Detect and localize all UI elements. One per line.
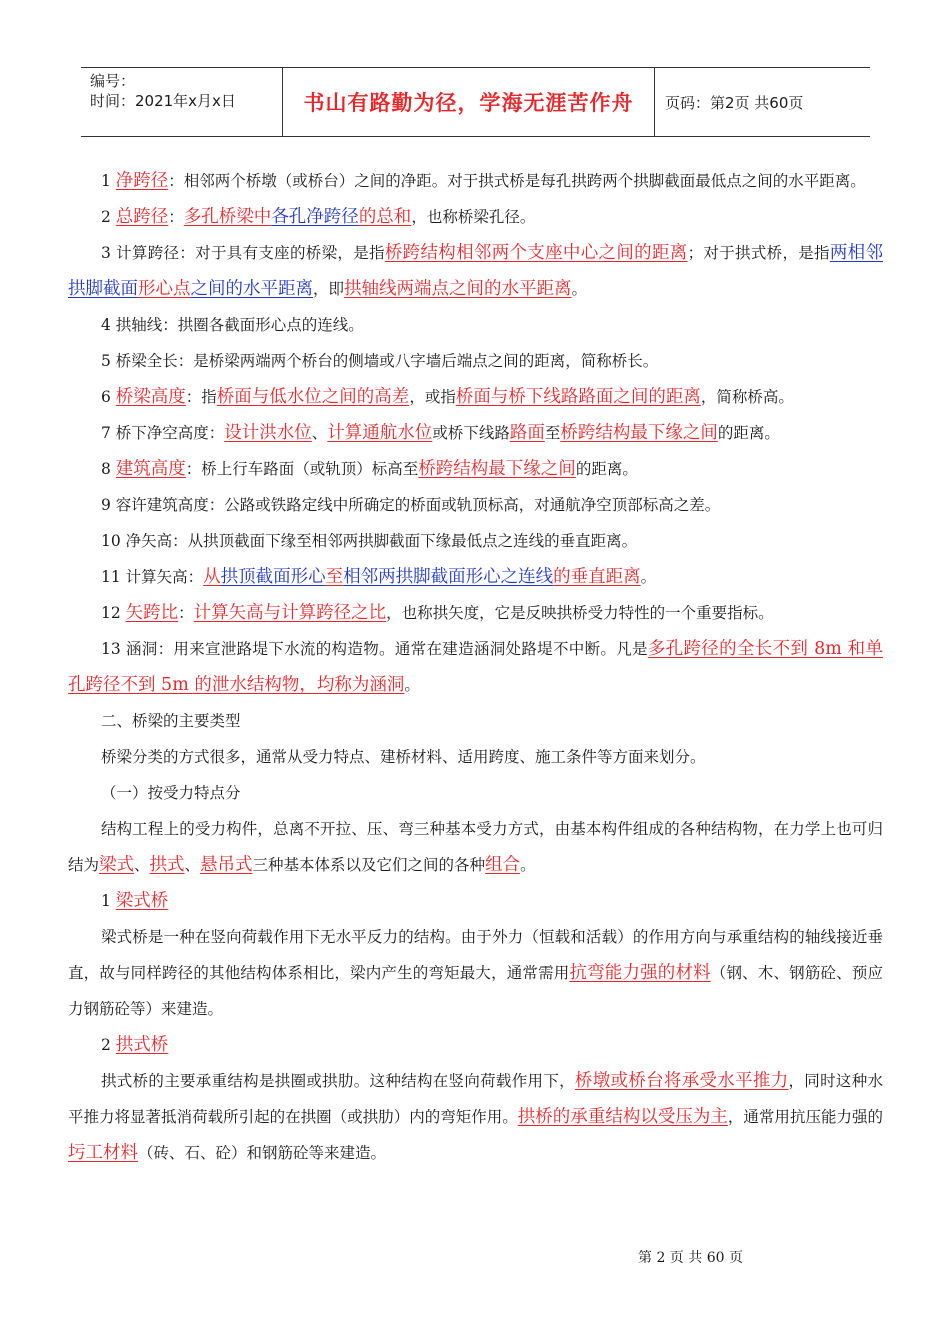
red-highlight-text: 的总和	[358, 207, 412, 227]
body-text: 4 拱轴线：拱圈各截面形心点的连线。	[101, 316, 364, 334]
red-highlight-text: 梁式	[99, 855, 135, 875]
body-text: 、	[134, 856, 150, 874]
paragraph	[68, 595, 883, 631]
red-highlight-text: 多孔跨径的全长不到 8m 和单孔跨径不到 5m 的泄水结构物，均称为涵洞	[68, 639, 883, 695]
body-text: 2	[101, 1036, 116, 1054]
red-highlight-text: 拱式	[149, 855, 185, 875]
blue-highlight-text: 之间的水平距离	[190, 279, 313, 299]
paragraph	[68, 1027, 883, 1063]
red-highlight-text: 抗弯能力强的材料	[569, 963, 711, 983]
paragraph	[68, 919, 883, 1027]
red-highlight-text: 计算通航水位	[327, 423, 433, 443]
paragraph	[68, 883, 883, 919]
paragraph	[68, 379, 883, 415]
body-text: 1	[101, 172, 116, 190]
body-text: ：桥上行车路面（或轨顶）标高至	[185, 460, 419, 478]
red-highlight-text: 梁式桥	[115, 891, 169, 911]
footer-page-number: 第 2 页 共 60 页	[638, 1250, 743, 1266]
red-highlight-text: 桥面与桥下线路路面之间的距离	[455, 387, 701, 407]
paragraph	[68, 811, 883, 883]
body-text: 三种基本体系以及它们之间的各种	[252, 856, 486, 874]
body-text: 2	[101, 208, 116, 226]
body-text: 的距离。	[717, 424, 780, 442]
document-header	[81, 67, 870, 137]
body-text: 拱式桥的主要承重结构是拱圈或拱肋。这种结构在竖向荷载作用下，	[101, 1072, 575, 1090]
red-highlight-text: 矢跨比	[125, 603, 179, 623]
red-highlight-text: 拱轴线两端点之间的水平距离	[344, 279, 572, 299]
body-text: 的距离。	[575, 460, 638, 478]
paragraph	[68, 235, 883, 307]
paragraph	[68, 343, 883, 379]
body-text: （一）按受力特点分	[101, 784, 241, 802]
header-page-info: 页码：第2页 共60页	[665, 93, 804, 112]
body-text: ：	[168, 208, 184, 226]
body-text: ：指	[185, 388, 217, 406]
red-highlight-text: 计算矢高与计算跨径之比	[193, 603, 387, 623]
body-text: 、	[311, 424, 328, 442]
header-meta	[81, 68, 283, 136]
red-highlight-text: 桥墩或桥台将承受水平推力	[574, 1071, 789, 1091]
paragraph	[68, 487, 883, 523]
red-highlight-text: 桥跨结构最下缘之间	[560, 423, 718, 443]
body-text: ，即	[313, 280, 345, 298]
red-highlight-text: 形心点	[138, 279, 191, 299]
body-text: 12	[101, 604, 126, 622]
number-label: 编号：	[90, 72, 136, 90]
red-highlight-text: 净跨径	[115, 171, 169, 191]
body-text: 9 容许建筑高度：公路或铁路定线中所确定的桥面或轨顶标高，对通航净空顶部标高之差。	[101, 496, 721, 514]
paragraph	[68, 415, 883, 451]
body-text: 1	[101, 892, 116, 910]
body-text: 。	[520, 856, 536, 874]
paragraph	[68, 451, 883, 487]
body-text: 结构工程上的受力构件，总离不开拉、压、弯三种基本受力方式，由基本构件组成的各种结构物，在力学上也可归结为	[68, 820, 883, 874]
body-text: 8	[101, 460, 116, 478]
paragraph	[68, 199, 883, 235]
red-highlight-text: 总跨径	[115, 207, 169, 227]
red-highlight-text: 从	[203, 567, 221, 587]
body-text: （砖、石、砼）和钢筋砼等来建造。	[138, 1144, 387, 1162]
paragraph	[68, 559, 883, 595]
body-text: ，通常用抗压能力强的	[727, 1108, 883, 1126]
paragraph	[68, 163, 883, 199]
paragraph	[68, 523, 883, 559]
red-highlight-text: 拱桥的承重结构以受压为主	[517, 1107, 728, 1127]
body-text: 3 计算跨径：对于具有支座的桥梁，是指	[101, 244, 385, 262]
body-text: ，也称拱矢度，它是反映拱桥受力特性的一个重要指标。	[386, 604, 774, 622]
body-text: 桥梁分类的方式很多，通常从受力特点、建桥材料、适用跨度、施工条件等方面来划分。	[101, 748, 706, 766]
body-text: 5 桥梁全长：是桥梁两端两个桥台的侧墙或八字墙后端点之间的距离，简称桥长。	[101, 352, 659, 370]
red-highlight-text: 桥面与低水位之间的高差	[216, 387, 410, 407]
paragraph	[68, 307, 883, 343]
document-body	[68, 163, 883, 1171]
body-text: 。	[640, 568, 657, 586]
red-highlight-text: 建筑高度	[115, 459, 186, 479]
time-label: 时间：2021年x月x日	[90, 92, 236, 110]
red-highlight-text: 桥跨结构相邻两个支座中心之间的距离	[384, 243, 688, 263]
body-text: ，同时这种水平推力将显著抵消荷载所引起的在拱圈（或拱肋）内的弯矩作用。	[68, 1072, 883, 1126]
body-text: ，也称桥梁孔径。	[411, 208, 536, 226]
red-highlight-text: 的垂直距离	[553, 567, 641, 587]
body-text: 7 桥下净空高度：	[101, 424, 225, 442]
body-text: 、	[184, 856, 201, 874]
red-highlight-text: 悬吊式	[200, 855, 253, 875]
paragraph	[68, 739, 883, 775]
red-highlight-text: 多孔桥梁中	[183, 207, 272, 227]
header-motto: 书山有路勤为径，学海无涯苦作舟	[283, 68, 655, 136]
blue-highlight-text: 拱顶截面形心	[220, 567, 326, 587]
body-text: 11 计算矢高：	[101, 568, 204, 586]
blue-highlight-text: 相邻两拱脚截面形心之连线	[343, 567, 554, 587]
red-highlight-text: 桥跨结构最下缘之间	[418, 459, 576, 479]
body-text: ，简称桥高。	[700, 388, 794, 406]
body-text: 二、桥梁的主要类型	[101, 712, 241, 730]
body-text: （钢、木、钢筋砼、预应力钢筋砼等）来建造。	[68, 964, 883, 1018]
red-highlight-text: 圬工材料	[68, 1143, 138, 1163]
paragraph	[68, 1063, 883, 1171]
blue-highlight-text: 两相邻拱脚截面	[68, 243, 883, 299]
body-text: 。	[404, 676, 420, 694]
paragraph	[68, 775, 883, 811]
body-text: 6	[101, 388, 116, 406]
red-highlight-text: 路面	[509, 423, 545, 443]
body-text: ：	[178, 604, 194, 622]
red-highlight-text: 设计洪水位	[224, 423, 312, 443]
body-text: ；对于拱式桥，是指	[687, 244, 830, 262]
body-text: 梁式桥是一种在竖向荷载作用下无水平反力的结构。由于外力（恒载和活载）的作用方向与承重结构的轴线接近垂直，故与同样跨径的其他结构体系相比，梁内产生的弯矩最大，通常需用	[68, 928, 883, 982]
red-highlight-text: 拱式桥	[115, 1035, 169, 1055]
paragraph	[68, 703, 883, 739]
paragraph	[68, 631, 883, 703]
body-text: 10 净矢高：从拱顶截面下缘至相邻两拱脚截面下缘最低点之连线的垂直距离。	[101, 532, 638, 550]
body-text: ，或指	[409, 388, 456, 406]
body-text: 13 涵洞：用来宣泄路堤下水流的构造物。通常在建造涵洞处路堤不中断。凡是	[101, 640, 648, 658]
red-highlight-text: 至	[325, 567, 344, 587]
body-text: 至	[544, 424, 561, 442]
body-text: 或桥下线路	[432, 424, 510, 442]
red-highlight-text: 桥梁高度	[115, 387, 186, 407]
red-highlight-text: 组合	[485, 855, 521, 875]
body-text: 。	[571, 280, 588, 298]
body-text: ：相邻两个桥墩（或桥台）之间的净距。对于拱式桥是每孔拱跨两个拱脚截面最低点之间的水平距离。	[168, 172, 866, 190]
blue-highlight-text: 各孔净跨径	[271, 207, 359, 227]
